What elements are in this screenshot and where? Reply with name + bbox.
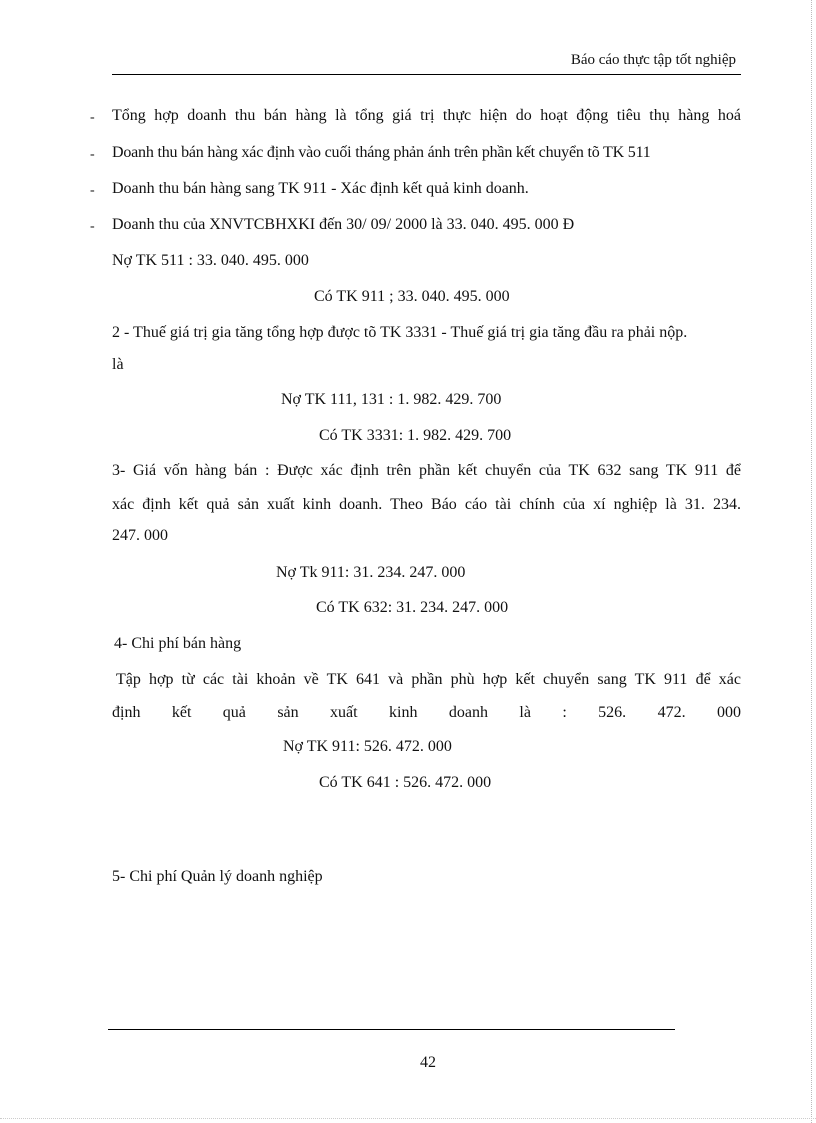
section-2-text: 2 - Thuế giá trị gia tăng tổng hợp được tõ TK 3331 - Thuế giá trị gia tăng đầu ra phải nộp.: [112, 324, 688, 341]
journal-debit: Nợ TK 511 : 33. 040. 495. 000: [112, 252, 309, 269]
bullet-text: Tổng hợp doanh thu bán hàng là tổng giá trị thực hiện do hoạt động tiêu thụ hàng hoá: [112, 107, 741, 124]
section-3-text: xác định kết quả sản xuất kinh doanh. Theo Báo cáo tài chính của xí nghiệp là 31. 234.: [112, 496, 741, 513]
journal-credit: Có TK 632: 31. 234. 247. 000: [316, 599, 509, 616]
page-edge-bottom: [0, 1118, 816, 1119]
bullet-text: Doanh thu bán hàng sang TK 911 - Xác định kết quả kinh doanh.: [112, 180, 529, 197]
page-number: 42: [420, 1054, 436, 1071]
bullet-marker: -: [90, 110, 95, 125]
journal-debit: Nợ Tk 911: 31. 234. 247. 000: [276, 564, 466, 581]
footer-rule: [108, 1029, 675, 1030]
journal-debit: Nợ TK 111, 131 : 1. 982. 429. 700: [281, 391, 502, 408]
bullet-marker: -: [90, 183, 95, 198]
journal-credit: Có TK 641 : 526. 472. 000: [319, 774, 492, 791]
header-rule: [112, 74, 741, 75]
section-3-text: 247. 000: [112, 527, 168, 544]
journal-credit: Có TK 3331: 1. 982. 429. 700: [319, 427, 512, 444]
journal-credit: Có TK 911 ; 33. 040. 495. 000: [314, 288, 510, 305]
bullet-text: Doanh thu của XNVTCBHXKI đến 30/ 09/ 2000 là 33. 040. 495. 000 Đ: [112, 216, 575, 233]
bullet-text: Doanh thu bán hàng xác định vào cuối tháng phản ánh trên phần kết chuyển tõ TK 511: [112, 144, 651, 161]
section-3-text: 3- Giá vốn hàng bán : Được xác định trên phần kết chuyển của TK 632 sang TK 911 để: [112, 462, 741, 479]
section-2-text: là: [112, 356, 124, 373]
journal-debit: Nợ TK 911: 526. 472. 000: [283, 738, 452, 755]
section-4-title: 4- Chi phí bán hàng: [114, 635, 242, 652]
section-4-text: định kết quả sản xuất kinh doanh là : 526. 472. 000: [112, 704, 741, 721]
page-edge-right: [811, 0, 812, 1123]
running-header: Báo cáo thực tập tốt nghiệp: [570, 52, 736, 68]
section-4-text: Tập hợp từ các tài khoản về TK 641 và phần phù hợp kết chuyển sang TK 911 để xác: [116, 671, 741, 688]
section-5-title: 5- Chi phí Quản lý doanh nghiệp: [112, 868, 323, 885]
bullet-marker: -: [90, 147, 95, 162]
bullet-marker: -: [90, 219, 95, 234]
